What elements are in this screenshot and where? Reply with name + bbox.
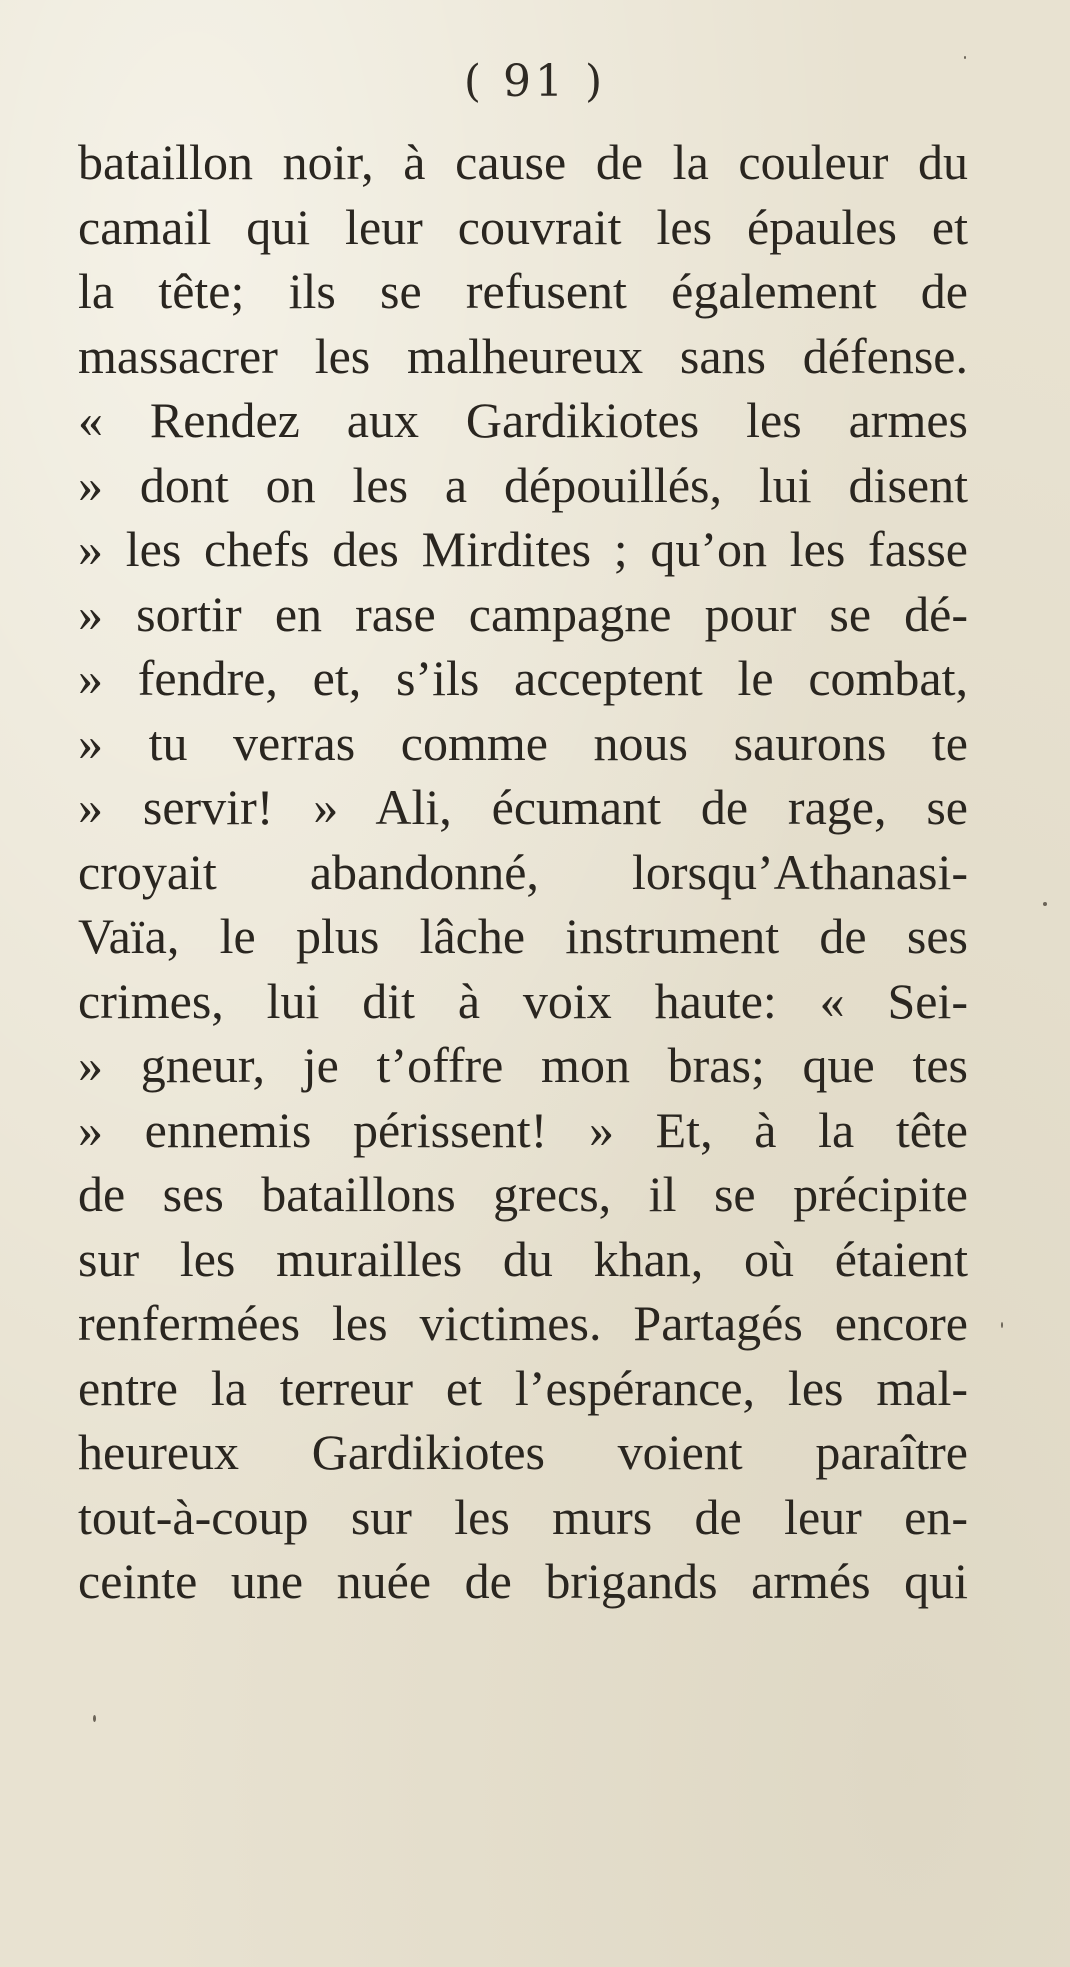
text-line: de ses bataillons grecs, il se précipite xyxy=(78,1166,968,1222)
text-line: » dont on les a dépouillés, lui disent xyxy=(78,456,968,513)
text-line: » fendre, et, s’ils acceptent le combat, xyxy=(78,650,968,706)
text-line: croyait abandonné, lorsqu’Athanasi- xyxy=(78,843,968,900)
text-line: heureux Gardikiotes voient paraître xyxy=(78,1424,968,1480)
text-line: » gneur, je t’offre mon bras; que tes xyxy=(78,1037,968,1093)
text-line: « Rendez aux Gardikiotes les armes xyxy=(78,392,968,448)
text-line: sur les murailles du khan, où étaient xyxy=(78,1230,968,1287)
paper-speck xyxy=(1043,902,1047,906)
text-line: » servir! » Ali, écumant de rage, se xyxy=(78,779,968,835)
text-line: camail qui leur couvrait les épaules et xyxy=(78,198,968,255)
text-line: » ennemis périssent! » Et, à la tête xyxy=(78,1101,968,1158)
text-line: renfermées les victimes. Partagés encore xyxy=(78,1295,968,1351)
paper-speck xyxy=(964,56,966,59)
text-line: » tu verras comme nous saurons te xyxy=(78,714,968,771)
text-line: crimes, lui dit à voix haute: « Sei- xyxy=(78,972,968,1029)
text-line: » sortir en rase campagne pour se dé- xyxy=(78,585,968,642)
text-line: massacrer les malheureux sans défense. xyxy=(78,327,968,384)
text-line: tout-à-coup sur les murs de leur en- xyxy=(78,1488,968,1545)
text-line: » les chefs des Mirdites ; qu’on les fasse xyxy=(78,521,968,577)
text-line: ceinte une nuée de brigands armés qui xyxy=(78,1553,968,1609)
body-text xyxy=(78,130,968,1614)
page-number: ( 91 ) xyxy=(463,56,607,107)
text-line: bataillon noir, à cause de la couleur du xyxy=(78,134,968,190)
paper-speck xyxy=(1001,1322,1003,1328)
paper-speck xyxy=(93,1715,96,1722)
text-line: entre la terreur et l’espérance, les mal- xyxy=(78,1359,968,1416)
text-line: Vaïa, le plus lâche instrument de ses xyxy=(78,908,968,964)
text-line: la tête; ils se refusent également de xyxy=(78,263,968,319)
